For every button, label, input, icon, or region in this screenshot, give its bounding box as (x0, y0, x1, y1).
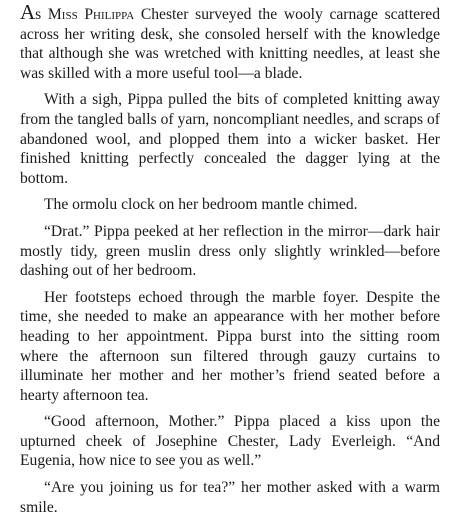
paragraph-knitting: With a sigh, Pippa pulled the bits of completed knitting away from the tangled balls of yarn, noncompliant needles, and scraps of abandoned wool, and plopped them into a wicker basket. Her finished knitting perfectly concealed the dagger lying at the bottom. (20, 91, 440, 187)
paragraph-tea: “Are you joining us for tea?” her mother asked with a warm smile. (20, 479, 440, 516)
first-word-rest: s (35, 6, 42, 23)
book-page (20, 0, 441, 524)
opening-paragraph (20, 0, 441, 83)
opening-paragraph-text: Chester surveyed the wooly carnage scattered across her writing desk, she consoled herself with the knowledge that although she was wretched with knitting needles, at least she was skilled with a more useful tool—a blade. (20, 6, 441, 82)
paragraph-clock: The ormolu clock on her bedroom mantle chimed. (44, 196, 358, 214)
paragraph-greeting: “Good afternoon, Mother.” Pippa placed a kiss upon the upturned cheek of Josephine Chester, Lady Everleigh. “And Eugenia, how nice to see you as well.” (20, 413, 440, 470)
drop-cap-letter: A (20, 0, 36, 24)
paragraph-mirror: “Drat.” Pippa peeked at her reflection in the mirror—dark hair mostly tidy, green muslin dress only slightly wrinkled—before dashing out of her bedroom. (20, 222, 440, 280)
character-name-smallcaps: Miss Philippa (47, 6, 135, 23)
paragraph-foyer: Her footsteps echoed through the marble foyer. Despite the time, she needed to make an appearance with her mother before heading to her appointment. Pippa burst into the sitting room where the afternoon sun filtered through gauzy curtains to illuminate her mother and her mother’s friend seated before a hearty afternoon tea. (20, 288, 440, 404)
